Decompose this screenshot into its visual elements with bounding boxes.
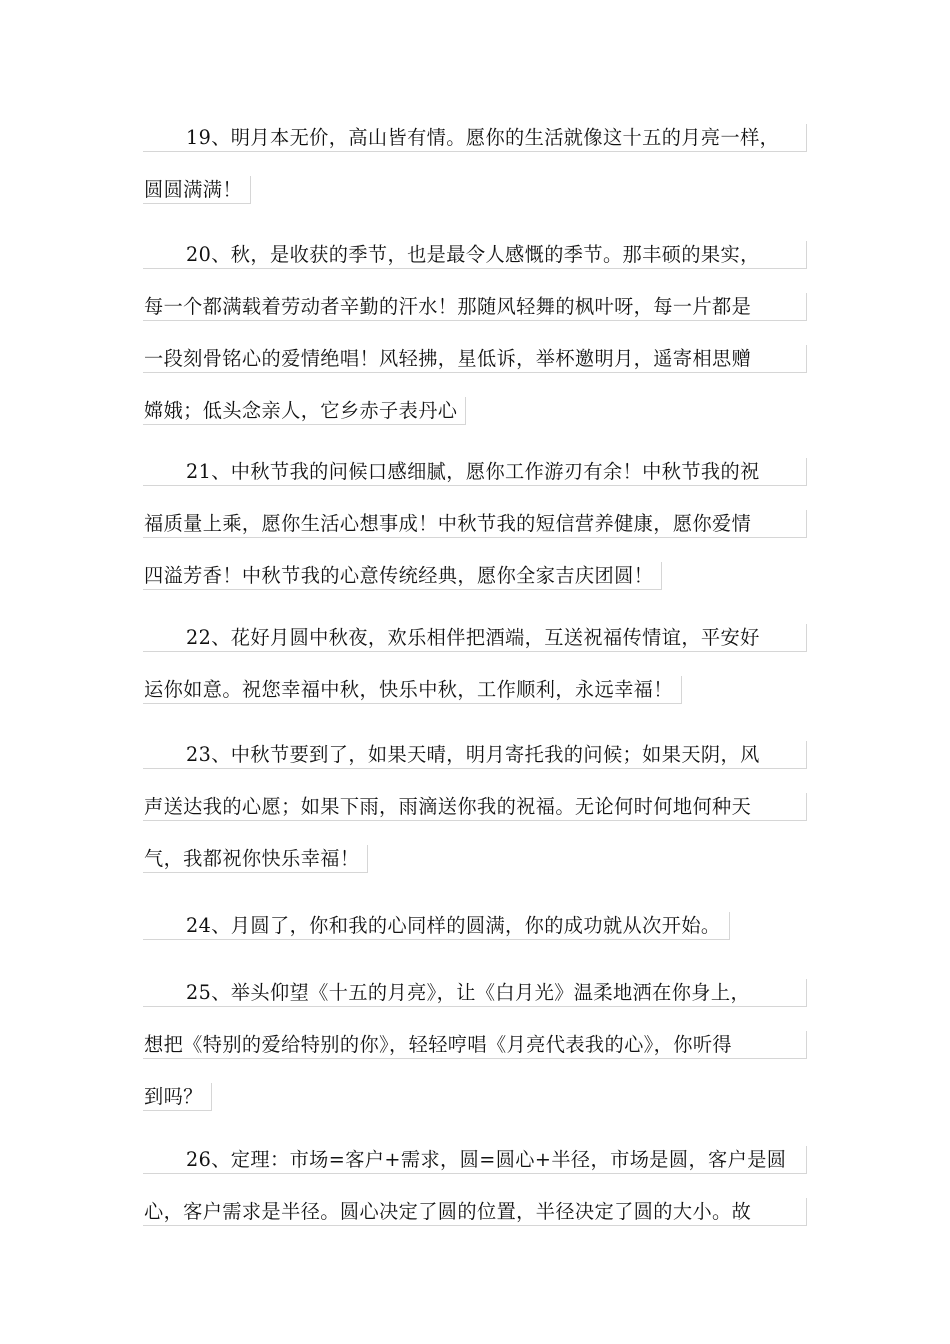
paragraph-line: 圆圆满满！ [143, 176, 251, 204]
paragraph-19 [143, 124, 807, 208]
paragraph-line: 每一个都满载着劳动者辛勤的汗水！那随风轻舞的枫叶呀，每一片都是 [143, 293, 807, 321]
paragraph-line: 想把《特别的爱给特别的你》，轻轻哼唱《月亮代表我的心》，你听得 [143, 1031, 807, 1059]
paragraph-20 [143, 241, 807, 429]
paragraph-line: 心，客户需求是半径。圆心决定了圆的位置，半径决定了圆的大小。故 [143, 1198, 807, 1226]
paragraph-line: 一段刻骨铭心的爱情绝唱！风轻拂，星低诉，举杯邀明月，遥寄相思赠 [143, 345, 807, 373]
paragraph-line: 气，我都祝你快乐幸福！ [143, 845, 368, 873]
paragraph-line: 21、中秋节我的问候口感细腻，愿你工作游刃有余！中秋节我的祝 [143, 458, 807, 486]
paragraph-line: 23、中秋节要到了，如果天晴，明月寄托我的问候；如果天阴，风 [143, 741, 807, 769]
paragraph-line: 24、月圆了，你和我的心同样的圆满，你的成功就从次开始。 [143, 912, 730, 940]
paragraph-line: 19、明月本无价，高山皆有情。愿你的生活就像这十五的月亮一样， [143, 124, 807, 152]
paragraph-25 [143, 979, 807, 1115]
paragraph-line: 25、举头仰望《十五的月亮》，让《白月光》温柔地洒在你身上， [143, 979, 807, 1007]
paragraph-line: 福质量上乘，愿你生活心想事成！中秋节我的短信营养健康，愿你爱情 [143, 510, 807, 538]
paragraph-line: 26、定理：市场=客户+需求，圆=圆心+半径，市场是圆，客户是圆 [143, 1146, 807, 1174]
paragraph-26 [143, 1146, 807, 1250]
paragraph-23 [143, 741, 807, 877]
paragraph-line: 到吗？ [143, 1083, 212, 1111]
paragraph-24 [143, 912, 807, 944]
paragraph-21 [143, 458, 807, 594]
paragraph-22 [143, 624, 807, 708]
paragraph-line: 22、花好月圆中秋夜，欢乐相伴把酒端，互送祝福传情谊，平安好 [143, 624, 807, 652]
paragraph-line: 20、秋，是收获的季节，也是最令人感慨的季节。那丰硕的果实， [143, 241, 807, 269]
paragraph-line: 声送达我的心愿；如果下雨，雨滴送你我的祝福。无论何时何地何种天 [143, 793, 807, 821]
paragraph-line: 嫦娥；低头念亲人，它乡赤子表丹心 [143, 397, 466, 425]
paragraph-line: 四溢芳香！中秋节我的心意传统经典，愿你全家吉庆团圆！ [143, 562, 662, 590]
paragraph-line: 运你如意。祝您幸福中秋，快乐中秋，工作顺利，永远幸福！ [143, 676, 682, 704]
